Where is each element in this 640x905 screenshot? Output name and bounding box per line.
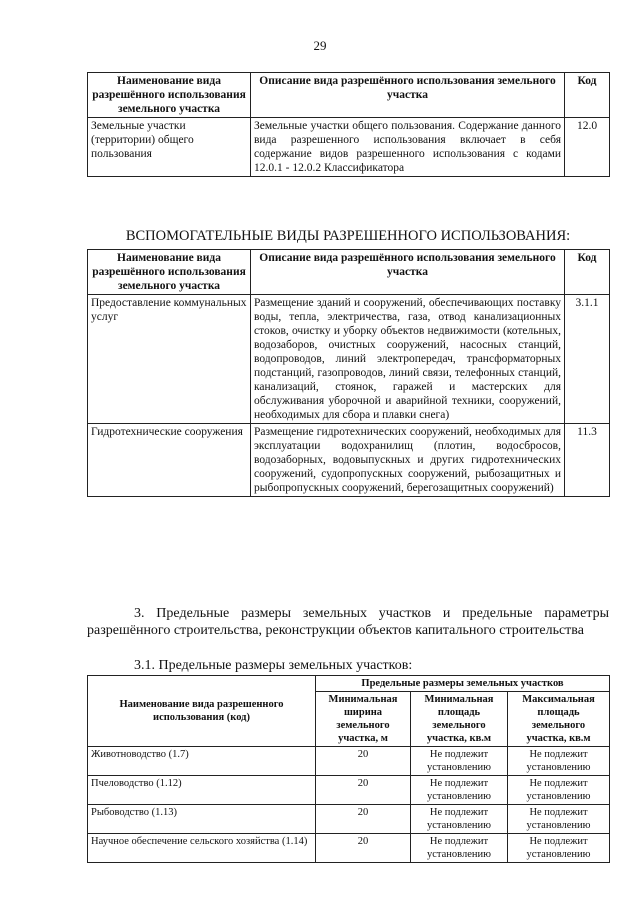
main-use-table <box>87 72 610 177</box>
use-type-cell: Рыбоводство (1.13) <box>88 805 316 834</box>
table-row <box>88 747 610 776</box>
use-name-cell: Гидротехнические сооружения <box>88 424 251 497</box>
max-area-cell: Не подлежит установлению <box>508 834 610 863</box>
use-name-cell: Земельные участки (территории) общего пользования <box>88 118 251 177</box>
column-header-code: Код <box>565 73 610 118</box>
column-group-header: Предельные размеры земельных участков <box>316 676 610 692</box>
min-width-cell: 20 <box>316 834 411 863</box>
use-description-cell: Размещение гидротехнических сооружений, необходимых для эксплуатации водохранилищ (плотин, водосбросов, водозаборных, водовыпускных и других гидротехнических сооружений, судопропускных сооружений, рыбозащитных и рыбопропускных сооружений, берегозащитных сооружений) <box>251 424 565 497</box>
table-row <box>88 424 610 497</box>
column-header-name: Наименование вида разрешённого использования земельного участка <box>88 73 251 118</box>
column-header-name: Наименование вида разрешённого использования земельного участка <box>88 250 251 295</box>
min-width-cell: 20 <box>316 776 411 805</box>
column-header-min-area: Минимальная площадь земельного участка, кв.м <box>411 692 508 747</box>
use-name-cell: Предоставление коммунальных услуг <box>88 295 251 424</box>
table-header-row <box>88 250 610 295</box>
min-area-cell: Не подлежит установлению <box>411 747 508 776</box>
table-row <box>88 834 610 863</box>
use-type-cell: Животноводство (1.7) <box>88 747 316 776</box>
use-type-cell: Научное обеспечение сельского хозяйства (1.14) <box>88 834 316 863</box>
column-header-max-area: Максимальная площадь земельного участка, кв.м <box>508 692 610 747</box>
auxiliary-use-table <box>87 249 610 497</box>
min-area-cell: Не подлежит установлению <box>411 834 508 863</box>
column-header-description: Описание вида разрешённого использования земельного участка <box>251 73 565 118</box>
max-area-cell: Не подлежит установлению <box>508 776 610 805</box>
section-3-1-paragraph: 3.1. Предельные размеры земельных участков: <box>134 658 413 673</box>
use-code-cell: 12.0 <box>565 118 610 177</box>
column-header-description: Описание вида разрешённого использования земельного участка <box>251 250 565 295</box>
table-row <box>88 295 610 424</box>
auxiliary-uses-heading: ВСПОМОГАТЕЛЬНЫЕ ВИДЫ РАЗРЕШЕННОГО ИСПОЛЬЗОВАНИЯ: <box>125 228 571 244</box>
table-header-row <box>88 676 610 692</box>
max-area-cell: Не подлежит установлению <box>508 747 610 776</box>
use-description-cell: Размещение зданий и сооружений, обеспечивающих поставку воды, тепла, электричества, газа, отвод канализационных стоков, очистку и уборку объектов недвижимости (котельных, водозаборов, очистных сооружений, насосных станций, водопроводов, линий электропередач, трансформаторных подстанций, газопроводов, линий связи, телефонных станций, канализаций, стоянок, гаражей и мастерских для обслуживания уборочной и аварийной техники, сооружений, необходимых для сбора и плавки снега) <box>251 295 565 424</box>
plot-size-limits-table <box>87 675 610 863</box>
page-number: 29 <box>313 38 327 53</box>
use-type-cell: Пчеловодство (1.12) <box>88 776 316 805</box>
table-header-row <box>88 73 610 118</box>
table-row <box>88 118 610 177</box>
max-area-cell: Не подлежит установлению <box>508 805 610 834</box>
table-row <box>88 776 610 805</box>
use-description-cell: Земельные участки общего пользования. Содержание данного вида разрешенного использования включает в себя содержание видов разрешенного использования с кодами 12.0.1 - 12.0.2 Классификатора <box>251 118 565 177</box>
min-area-cell: Не подлежит установлению <box>411 776 508 805</box>
section-3-paragraph: 3. Предельные размеры земельных участков и предельные параметры разрешённого строительства, реконструкции объектов капитального строительства <box>87 606 609 638</box>
table-row <box>88 805 610 834</box>
use-code-cell: 3.1.1 <box>565 295 610 424</box>
min-area-cell: Не подлежит установлению <box>411 805 508 834</box>
min-width-cell: 20 <box>316 805 411 834</box>
column-header-min-width: Минимальная ширина земельного участка, м <box>316 692 411 747</box>
column-header-code: Код <box>565 250 610 295</box>
use-code-cell: 11.3 <box>565 424 610 497</box>
min-width-cell: 20 <box>316 747 411 776</box>
column-header-use-type: Наименование вида разрешенного использования (код) <box>88 676 316 747</box>
